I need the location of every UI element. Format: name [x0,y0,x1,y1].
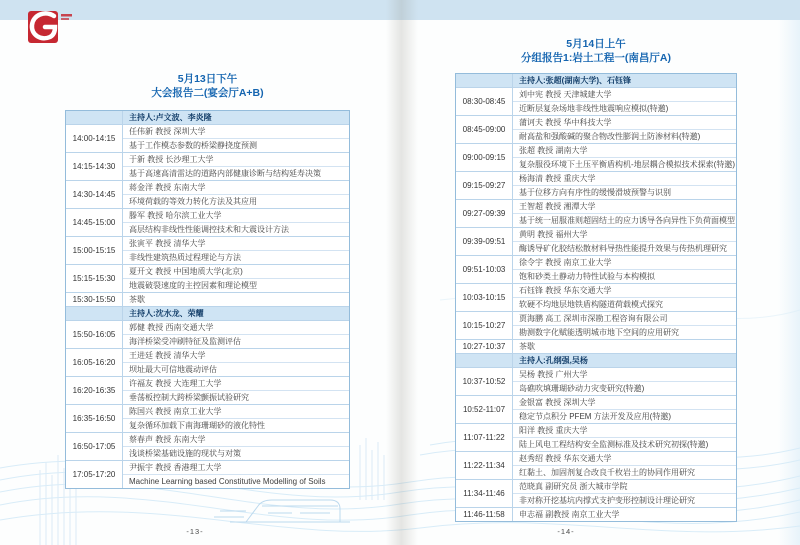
schedule-table-may14 [455,73,737,522]
speaker-line: 张超 教授 湖南大学 [519,146,588,155]
row-content [513,172,736,199]
row-content [123,349,349,376]
speaker-line: 陈国兴 教授 南京工业大学 [129,407,222,416]
row-content [123,377,349,404]
talk-title-line: 陆上风电工程结构安全监测标准及技术研究初探(特邀) [513,437,736,451]
time-cell: 15:00-15:15 [66,237,123,264]
speaker-line: 申志福 副教授 南京工业大学 [519,510,620,519]
talk-title-line: 软硬不均地层地铁盾构隧道荷载模式探究 [513,297,736,311]
row-content [513,452,736,479]
talk-row [66,124,349,152]
talk-title-line: 近断层复杂场地非线性地震响应模拟(特邀) [513,101,736,115]
row-content [513,200,736,227]
talk-row [66,376,349,404]
time-cell [66,307,123,320]
row-content [513,144,736,171]
talk-title-line: 稳定节点积分 PFEM 方法开发及应用(特邀) [513,409,736,423]
speaker-line: 吴杨 教授 广州大学 [519,370,588,379]
talk-title-line: 岛礁吹填珊瑚砂动力灾变研究(特邀) [513,381,736,395]
time-cell: 10:37-10:52 [456,368,513,395]
speaker-line: 张寅平 教授 清华大学 [129,239,206,248]
talk-row [456,479,736,507]
row-content [513,88,736,115]
talk-title-line: 耐高盐和强酸碱的聚合物改性膨润土防渗材料(特邀) [513,129,736,143]
time-cell: 10:27-10:37 [456,340,513,353]
talk-row [66,236,349,264]
page-gutter [386,0,418,545]
time-cell [456,74,513,87]
talk-row [456,199,736,227]
talk-row [456,227,736,255]
row-content [123,111,349,124]
talk-row [66,180,349,208]
talk-row [456,395,736,423]
talk-row [456,423,736,451]
chair-row [66,111,349,124]
row-content [513,256,736,283]
time-cell: 08:45-09:00 [456,116,513,143]
talk-title-line: 饱和砂类土静动力特性试验与本构模拟 [513,269,736,283]
speaker-line: 许福友 教授 大连理工大学 [129,379,222,388]
row-content [513,284,736,311]
time-cell: 09:39-09:51 [456,228,513,255]
time-cell: 10:52-11:07 [456,396,513,423]
speaker-line: 金银富 教授 深圳大学 [519,398,596,407]
row-content [513,480,736,507]
speaker-line: 黄明 教授 福州大学 [519,230,588,239]
speaker-line: 夏开文 教授 中国地质大学(北京) [129,267,243,276]
time-cell: 09:00-09:15 [456,144,513,171]
talk-title-line: 复杂循环加载下南海珊瑚砂的液化特性 [123,418,349,432]
chair-label: 主持人:沈水龙、荣耀 [129,309,204,318]
time-cell: 08:30-08:45 [456,88,513,115]
time-cell: 11:34-11:46 [456,480,513,507]
talk-title-line: 垂荡板控制大跨桥梁颤振试验研究 [123,390,349,404]
row-content [123,461,349,488]
talk-row [66,460,349,488]
time-cell: 15:15-15:30 [66,265,123,292]
row-content [123,321,349,348]
speaker-line: 蔡春声 教授 东南大学 [129,435,206,444]
talk-row [456,87,736,115]
row-content [123,153,349,180]
talk-title-line: 坝址最大可信地震动评估 [123,362,349,376]
break-label: 茶歇 [519,342,535,351]
row-content [123,125,349,152]
chair-row [456,353,736,367]
time-cell: 09:27-09:39 [456,200,513,227]
speaker-line: 石钰锋 教授 华东交通大学 [519,286,612,295]
talk-row [66,348,349,376]
break-row [456,339,736,353]
row-content [123,237,349,264]
talk-row [66,264,349,292]
speaker-line: 尹振宇 教授 香港理工大学 [129,463,222,472]
time-cell: 16:20-16:35 [66,377,123,404]
time-cell: 10:15-10:27 [456,312,513,339]
talk-title-line: 环境荷载的等效力转化方法及其应用 [123,194,349,208]
speaker-line: 贾海鹏 高工 深圳市深勘工程咨询有限公司 [519,314,668,323]
speaker-line: 王进廷 教授 清华大学 [129,351,206,360]
train-watermark [214,500,350,522]
speaker-line: 范晓真 副研究员 浙大城市学院 [519,482,628,491]
speaker-line: 刘中宪 教授 天津城建大学 [519,90,612,99]
time-cell: 16:05-16:20 [66,349,123,376]
row-content [513,354,736,367]
talk-title-line: 非对称开挖基坑内撑式支护变形控制设计理论研究 [513,493,736,507]
talk-title-line: 基于位移方向有序性的缓慢滑坡预警与识别 [513,185,736,199]
row-content [513,368,736,395]
talk-row [456,115,736,143]
speaker-line: 蒋金洋 教授 东南大学 [129,183,206,192]
page-number: -13- [186,527,204,536]
talk-title-line: 酶诱导矿化胶结松散材料导热性能提升效果与传热机理研究 [513,241,736,255]
speaker-line: 王智超 教授 湘潭大学 [519,202,596,211]
row-content [513,424,736,451]
time-cell: 16:35-16:50 [66,405,123,432]
time-cell [66,111,123,124]
time-cell: 15:30-15:50 [66,293,123,306]
row-content [123,181,349,208]
talk-title-line: 浅谈桥梁基础设施的现状与对策 [123,446,349,460]
time-cell: 17:05-17:20 [66,461,123,488]
talk-row [66,208,349,236]
speaker-line: 阳洋 教授 重庆大学 [519,426,588,435]
talk-title-line: 基于高速高清雷达的道路内部健康诊断与结构延寿决策 [123,166,349,180]
break-row [66,292,349,306]
chair-label: 主持人:孔纲强,吴杨 [519,356,588,365]
talk-title-line: 高层结构非线性性能调控技术和大震设计方法 [123,222,349,236]
time-cell: 09:15-09:27 [456,172,513,199]
talk-row [456,283,736,311]
row-content [513,396,736,423]
time-cell: 10:03-10:15 [456,284,513,311]
row-content [513,340,736,353]
talk-row [66,432,349,460]
session-date: 5月14日上午 [566,38,626,50]
speaker-line: 徐令宇 教授 南京工业大学 [519,258,612,267]
speaker-line: 任伟新 教授 深圳大学 [129,127,206,136]
time-cell: 09:51-10:03 [456,256,513,283]
talk-row [456,507,736,521]
time-cell: 14:15-14:30 [66,153,123,180]
row-content [513,228,736,255]
speaker-line: 赵秀绍 教授 华东交通大学 [519,454,612,463]
row-content [123,209,349,236]
talk-row [456,143,736,171]
chair-row [66,306,349,320]
talk-row [66,404,349,432]
chair-row [456,74,736,87]
time-cell: 16:50-17:05 [66,433,123,460]
speaker-line: 杨海清 教授 重庆大学 [519,174,596,183]
time-cell: 11:46-11:58 [456,508,513,521]
row-content [513,74,736,87]
time-cell: 15:50-16:05 [66,321,123,348]
chair-label: 主持人:卢文波、李炎隆 [129,113,212,122]
talk-title-line: 海洋桥梁受冲刷特征及监测评估 [123,334,349,348]
time-cell: 14:00-14:15 [66,125,123,152]
talk-title-line: 非线性建筑热质过程理论与方法 [123,250,349,264]
time-cell: 14:45-15:00 [66,209,123,236]
break-label: 茶歇 [129,295,145,304]
session-name: 分组报告1:岩土工程一(南昌厅A) [521,52,671,64]
talk-title-line: 勘测数字化赋能透明城市地下空间的应用研究 [513,325,736,339]
row-content [513,508,736,521]
speaker-line: 郭健 教授 西南交通大学 [129,323,214,332]
row-content [123,307,349,320]
talk-row [456,311,736,339]
talk-title-line: 基于工作模态参数的桥梁静挠度预测 [123,138,349,152]
time-cell: 14:30-14:45 [66,181,123,208]
talk-row [456,451,736,479]
session-name: 大会报告二(宴会厅A+B) [151,87,264,99]
talk-title-line: 复杂服役环境下土压平衡盾构机-地层耦合模拟技术探索(特邀) [513,157,736,171]
row-content [513,116,736,143]
speaker-line: 蒲诃夫 教授 华中科技大学 [519,118,612,127]
row-content [123,433,349,460]
time-cell: 11:07-11:22 [456,424,513,451]
conference-logo [24,6,82,50]
speaker-line: 于新 教授 长沙理工大学 [129,155,214,164]
time-cell: 11:22-11:34 [456,452,513,479]
talk-row [66,152,349,180]
row-content [123,405,349,432]
row-content [513,312,736,339]
speaker-line: 滕军 教授 哈尔滨工业大学 [129,211,222,220]
talk-title-line: Machine Learning based Constitutive Modelling of Soils [123,474,349,488]
talk-row [456,171,736,199]
talk-row [456,255,736,283]
page-number: -14- [557,527,575,536]
talk-title-line: 基于统一屈服准则超固结土的应力诱导各向异性下负荷面模型 [513,213,736,227]
session-date: 5月13日下午 [177,73,238,85]
talk-title-line: 地震破裂速度的主控因素和理论模型 [123,278,349,292]
talk-row [456,367,736,395]
schedule-table-may13 [65,110,350,489]
talk-title-line: 红黏土、加固剂复合改良千枚岩土的协同作用研究 [513,465,736,479]
row-content [123,265,349,292]
time-cell [456,354,513,367]
chair-label: 主持人:张超(湖南大学)、石钰锋 [519,76,631,85]
row-content [123,293,349,306]
talk-row [66,320,349,348]
